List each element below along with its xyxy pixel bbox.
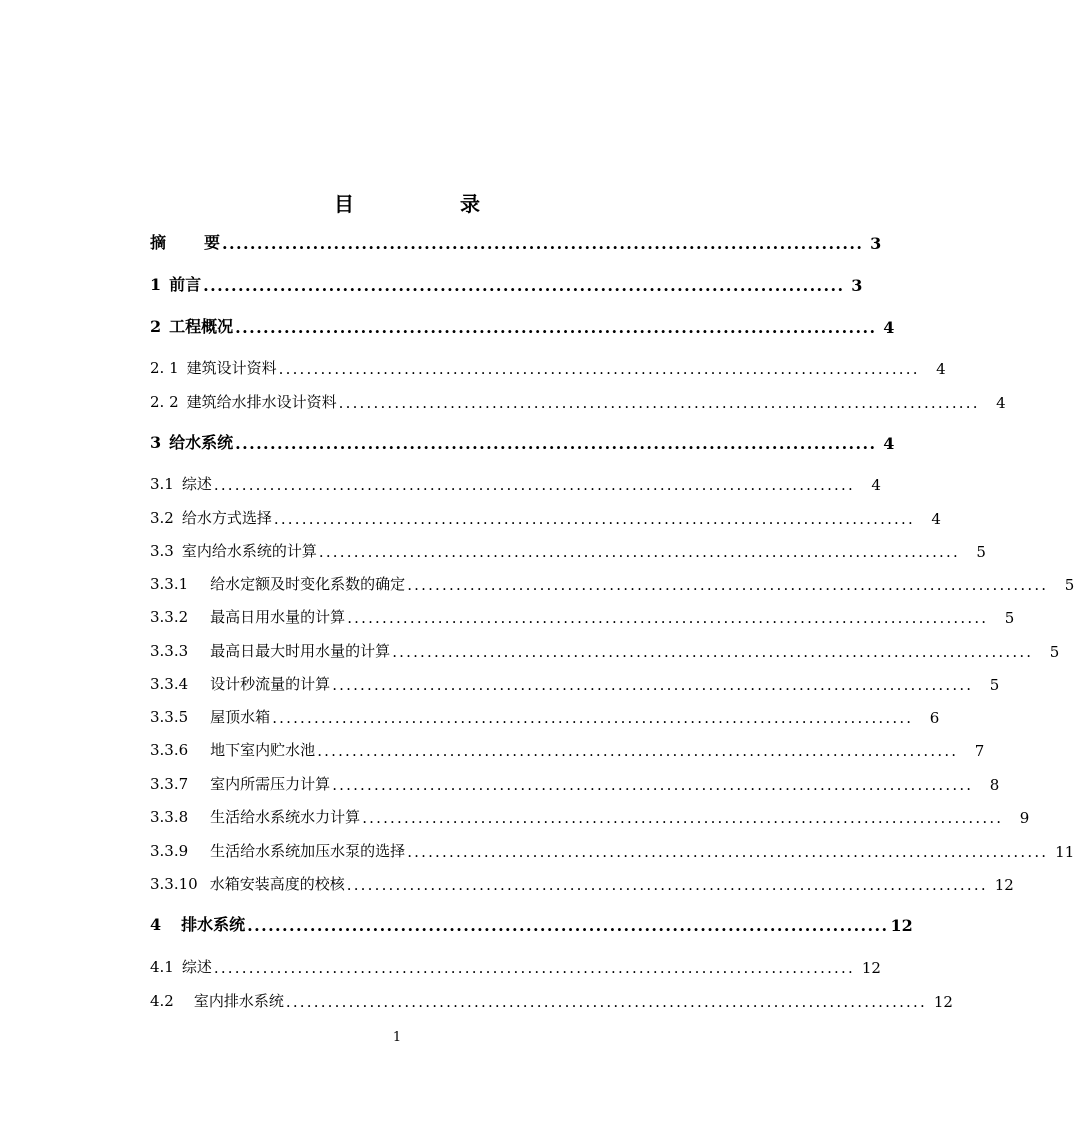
toc-entry-page: 5 xyxy=(976,543,986,561)
toc-leader-dots: ............................................................................................ xyxy=(332,776,974,794)
toc-entry-number: 3.3.7 xyxy=(150,775,189,793)
toc-entry-page: 4 xyxy=(931,510,941,528)
toc-entry-number: 2. 2 xyxy=(150,393,179,411)
toc-entry-1[interactable] xyxy=(150,271,863,295)
toc-entry-3-1[interactable] xyxy=(150,470,881,494)
toc-entry-label: 排水系统 xyxy=(181,915,246,934)
toc-entry-3[interactable] xyxy=(150,429,895,453)
toc-title-char-1: 目 xyxy=(334,192,354,216)
toc-entry-page: 3 xyxy=(851,276,863,295)
toc-entry-label: 生活给水系统水力计算 xyxy=(210,808,361,826)
toc-leader-dots: ............................................................................................ xyxy=(317,742,959,760)
toc-entry-label: 综述 xyxy=(181,475,212,493)
toc-entry-number: 3.2 xyxy=(150,509,174,527)
toc-entry-label: 前言 xyxy=(169,275,202,294)
toc-entry-label: 要 xyxy=(204,233,221,252)
toc-entry-label: 设计秒流量的计算 xyxy=(210,675,331,693)
toc-entry-number: 4 xyxy=(150,915,162,934)
toc-leader-dots: ............................................................................................ xyxy=(285,993,927,1011)
toc-entry-label: 工程概况 xyxy=(169,317,234,336)
toc-leader-dots: ............................................................................................ xyxy=(332,676,974,694)
toc-leader-dots: ............................................................................................ xyxy=(407,843,1049,861)
toc-entry-abstract[interactable] xyxy=(150,229,882,253)
toc-entry-number: 3.3.10 xyxy=(150,875,198,893)
toc-leader-dots: ............................................................................................ xyxy=(247,916,889,935)
toc-entry-page: 5 xyxy=(1004,609,1015,627)
toc-entry-number: 3.3.2 xyxy=(150,608,189,626)
toc-entry-page: 4 xyxy=(996,394,1006,412)
toc-entry-number: 3.3.4 xyxy=(150,675,189,693)
toc-entry-page: 12 xyxy=(890,916,913,935)
toc-entry-number: 3.3.8 xyxy=(150,808,189,826)
toc-entry-number: 3.1 xyxy=(150,475,174,493)
toc-entry-page: 4 xyxy=(871,476,881,494)
toc-entry-label: 建筑设计资料 xyxy=(186,359,277,377)
toc-leader-dots: ............................................................................................ xyxy=(203,276,845,295)
toc-entry-4-2[interactable] xyxy=(150,987,953,1011)
toc-entry-label: 水箱安装高度的校核 xyxy=(209,875,345,893)
toc-leader-dots: ............................................................................................ xyxy=(347,609,989,627)
toc-entry-page: 5 xyxy=(1049,643,1060,661)
page-number: 1 xyxy=(392,1030,402,1045)
toc-entry-page: 7 xyxy=(974,742,985,760)
toc-title-char-2: 录 xyxy=(460,192,480,216)
toc-entry-number: 3.3.5 xyxy=(150,708,189,726)
toc-entry-3-3-6[interactable] xyxy=(150,736,985,760)
toc-entry-label: 室内给水系统的计算 xyxy=(181,542,317,560)
toc-entry-number: 2. 1 xyxy=(150,359,179,377)
toc-leader-dots: ............................................................................................ xyxy=(392,643,1034,661)
toc-entry-label: 综述 xyxy=(181,958,212,976)
toc-entry-page: 4 xyxy=(936,360,946,378)
toc-leader-dots: ............................................................................................ xyxy=(318,543,960,561)
toc-entry-3-3-3[interactable] xyxy=(150,637,1060,661)
toc-entry-label: 室内排水系统 xyxy=(193,992,284,1010)
toc-entry-number: 4.2 xyxy=(150,992,174,1010)
toc-entry-number: 3 xyxy=(150,433,162,452)
toc-entry-label: 地下室内贮水池 xyxy=(210,741,316,759)
toc-entry-3-3-7[interactable] xyxy=(150,770,1000,794)
toc-title xyxy=(0,188,794,214)
toc-leader-dots: ............................................................................................ xyxy=(407,576,1049,594)
toc-entry-page: 5 xyxy=(989,676,1000,694)
toc-leader-dots: ............................................................................................ xyxy=(235,318,877,337)
toc-entry-page: 6 xyxy=(929,709,940,727)
toc-entry-page: 12 xyxy=(994,876,1014,894)
toc-entry-number: 4.1 xyxy=(150,958,174,976)
toc-entry-3-3-10[interactable] xyxy=(150,870,1014,894)
toc-leader-dots: ............................................................................................ xyxy=(235,434,877,453)
toc-leader-dots: ............................................................................................ xyxy=(213,959,855,977)
toc-leader-dots: ............................................................................................ xyxy=(338,394,980,412)
toc-entry-3-3-8[interactable] xyxy=(150,803,1030,827)
toc-leader-dots: ............................................................................................ xyxy=(278,360,920,378)
toc-leader-dots: ............................................................................................ xyxy=(272,709,914,727)
toc-leader-dots: ............................................................................................ xyxy=(346,876,988,894)
toc-entry-page: 5 xyxy=(1064,576,1074,594)
toc-entry-label: 给水定额及时变化系数的确定 xyxy=(210,575,406,593)
toc-entry-page: 9 xyxy=(1019,809,1030,827)
toc-entry-2[interactable] xyxy=(150,313,895,337)
toc-entry-2-2[interactable] xyxy=(150,388,1006,412)
toc-entry-number: 3.3 xyxy=(150,542,174,560)
toc-entry-number: 3.3.3 xyxy=(150,642,189,660)
toc-entry-number: 3.3.6 xyxy=(150,741,189,759)
toc-entry-number: 1 xyxy=(150,275,162,294)
toc-entry-3-3-9[interactable] xyxy=(150,837,1074,861)
toc-entry-2-1[interactable] xyxy=(150,354,946,378)
toc-entry-3-3-2[interactable] xyxy=(150,603,1015,627)
toc-entry-3-2[interactable] xyxy=(150,504,941,528)
toc-entry-page: 12 xyxy=(933,993,953,1011)
toc-entry-number: 3.3.1 xyxy=(150,575,189,593)
toc-entry-3-3-5[interactable] xyxy=(150,703,940,727)
toc-entry-number: 2 xyxy=(150,317,162,336)
toc-entry-label: 最高日用水量的计算 xyxy=(210,608,346,626)
toc-leader-dots: ............................................................................................ xyxy=(273,510,915,528)
toc-entry-label: 室内所需压力计算 xyxy=(210,775,331,793)
toc-leader-dots: ............................................................................................ xyxy=(362,809,1004,827)
toc-entry-3-3-4[interactable] xyxy=(150,670,1000,694)
toc-entry-4-1[interactable] xyxy=(150,953,881,977)
toc-entry-page: 3 xyxy=(870,234,882,253)
toc-entry-page: 4 xyxy=(883,318,895,337)
toc-entry-4[interactable] xyxy=(150,911,913,935)
toc-entry-label: 屋顶水箱 xyxy=(210,708,271,726)
toc-entry-page: 8 xyxy=(989,776,1000,794)
toc-entry-3-3[interactable] xyxy=(150,537,986,561)
toc-entry-page: 4 xyxy=(883,434,895,453)
toc-entry-3-3-1[interactable] xyxy=(150,570,1074,594)
toc-entry-page: 12 xyxy=(861,959,881,977)
toc-entry-number: 摘 xyxy=(150,233,167,252)
toc-entry-page: 11 xyxy=(1055,843,1074,861)
toc-entry-label: 生活给水系统加压水泵的选择 xyxy=(210,842,406,860)
toc-entry-label: 最高日最大时用水量的计算 xyxy=(210,642,391,660)
toc-entry-label: 给水方式选择 xyxy=(181,509,272,527)
toc-entry-label: 给水系统 xyxy=(169,433,234,452)
toc-leader-dots: ............................................................................................ xyxy=(213,476,855,494)
toc-entry-label: 建筑给水排水设计资料 xyxy=(186,393,337,411)
toc-leader-dots: ............................................................................................ xyxy=(222,234,864,253)
toc-entry-number: 3.3.9 xyxy=(150,842,189,860)
